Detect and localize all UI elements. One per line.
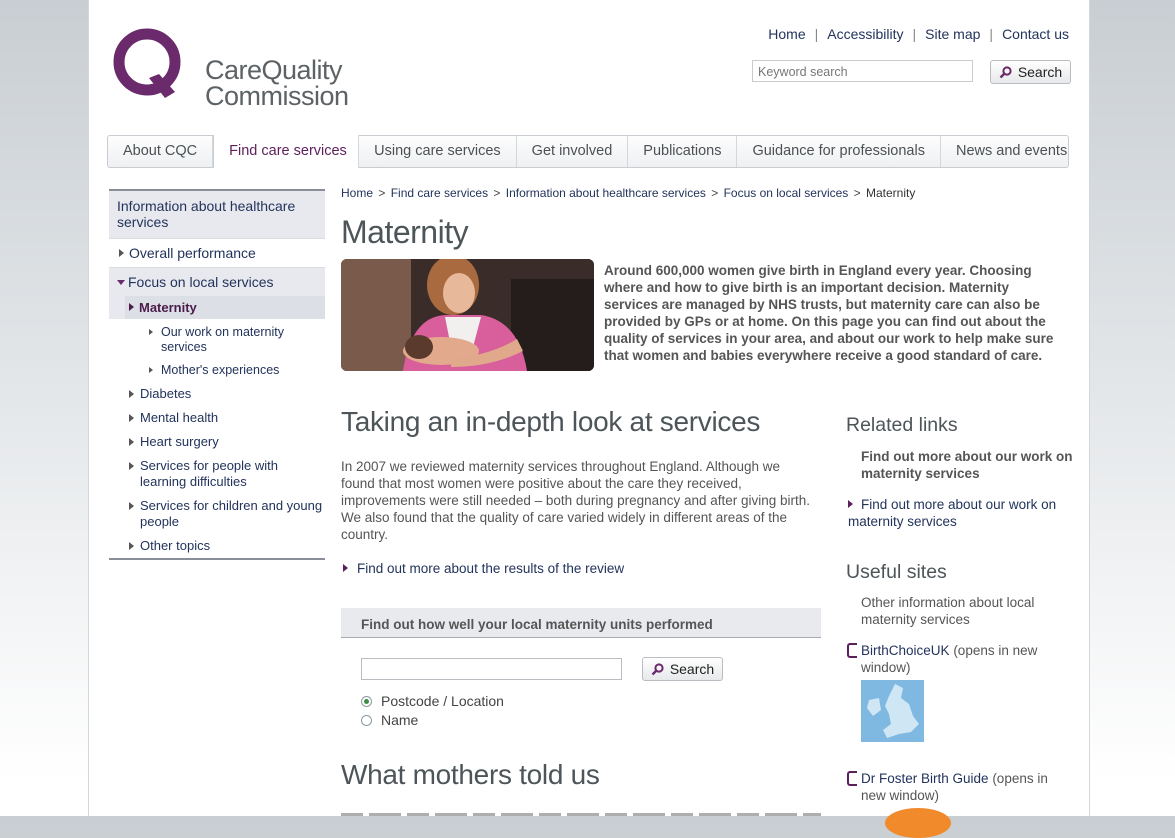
arrow-right-icon <box>129 438 134 446</box>
finder-title: Find out how well your local maternity units performed <box>361 617 713 632</box>
sidebar-item-label: Overall performance <box>129 245 256 261</box>
arrow-right-icon <box>848 500 853 508</box>
sidebar-subitem-label: Mother's experiences <box>161 363 280 377</box>
finder-search-input[interactable] <box>361 658 622 680</box>
sidebar-item-label: Focus on local services <box>128 274 274 290</box>
header-search-button[interactable] <box>990 60 1071 84</box>
arrow-right-icon <box>149 329 153 335</box>
nav-guidance-professionals[interactable]: Guidance for professionals <box>737 136 941 167</box>
sidebar-heading[interactable]: Information about healthcare services <box>109 189 325 238</box>
sidebar-item-other-topics[interactable] <box>129 538 325 554</box>
radio-postcode-location[interactable] <box>361 693 504 709</box>
cqc-logo[interactable] <box>113 26 349 111</box>
radio-label: Postcode / Location <box>381 693 504 709</box>
useful-sites-title: Useful sites <box>846 561 947 583</box>
nav-news-events[interactable]: News and events <box>955 143 1068 159</box>
sidebar-item-learning-difficulties[interactable] <box>129 458 325 490</box>
related-links-title: Related links <box>846 414 958 436</box>
sidebar-item-maternity[interactable] <box>125 296 325 319</box>
arrow-right-icon <box>129 303 134 311</box>
radio-selected-icon <box>361 696 372 707</box>
useful-sites-intro: Other information about local maternity services <box>861 595 1035 627</box>
sidebar-subitem-mothers-experiences[interactable] <box>149 363 325 378</box>
related-maternity-work-link[interactable] <box>848 496 1076 530</box>
arrow-down-icon <box>117 280 125 285</box>
finder-search-button[interactable] <box>642 657 723 681</box>
sidebar-item-label: Heart surgery <box>140 434 219 449</box>
search-icon <box>999 66 1012 79</box>
sidebar-subitem-label: Our work on maternity services <box>161 325 284 354</box>
external-link-icon <box>847 643 857 658</box>
sidebar-bottom-rule <box>109 558 325 560</box>
arrow-right-icon <box>343 564 348 572</box>
breadcrumb-find-care[interactable]: Find care services <box>390 186 489 200</box>
section-body-mothers-cut <box>341 808 821 816</box>
drfoster-birth-guide-link[interactable]: Dr Foster Birth Guide <box>861 771 989 786</box>
radio-name[interactable] <box>361 712 418 728</box>
page-container <box>88 0 1090 816</box>
arrow-right-icon <box>129 414 134 422</box>
header-search-label: Search <box>1017 64 1063 80</box>
logo-line2: Commission <box>205 81 349 111</box>
section-body-indepth: In 2007 we reviewed maternity services throughout England. Although we found that most women were positive about the care they received, improvements were still needed – both during pregnancy and after giving birth. We also found that the quality of care varied widely in different areas of the country. <box>341 459 811 542</box>
nav-find-care-services[interactable]: Find care services <box>213 135 359 168</box>
drfoster-entry <box>861 770 1071 804</box>
section-title-mothers: What mothers told us <box>341 759 600 790</box>
drfoster-logo-image[interactable] <box>885 808 951 838</box>
arrow-right-icon <box>129 462 134 470</box>
keyword-search-input[interactable]: Keyword search <box>752 60 973 82</box>
related-links-bold-text: Find out more about our work on maternity services <box>861 449 1073 481</box>
sidebar-item-focus-local[interactable] <box>109 268 325 296</box>
review-results-link-label: Find out more about the results of the review <box>357 561 625 576</box>
sidebar-subitem-our-work[interactable] <box>149 325 325 355</box>
logo-wordmark <box>205 57 349 109</box>
sidebar-item-label: Maternity <box>139 300 197 315</box>
search-icon <box>651 663 664 676</box>
utility-accessibility-link[interactable]: Accessibility <box>827 26 904 42</box>
sidebar-item-diabetes[interactable] <box>129 386 325 402</box>
sidebar-focus-group <box>109 268 325 319</box>
arrow-right-icon <box>129 390 134 398</box>
birthchoiceuk-map-image[interactable] <box>861 680 924 742</box>
nav-get-involved[interactable]: Get involved <box>517 136 629 167</box>
arrow-right-icon <box>129 502 134 510</box>
nav-publications[interactable]: Publications <box>628 136 737 167</box>
uk-map-icon <box>861 680 924 742</box>
radio-label: Name <box>381 712 419 728</box>
sidebar-item-label: Services for people with learning difficulties <box>140 458 279 489</box>
sidebar-item-label: Other topics <box>140 538 211 553</box>
cqc-q-icon <box>113 26 185 102</box>
sidebar-item-overall-performance[interactable] <box>109 238 325 268</box>
photo-illustration <box>341 259 594 371</box>
breadcrumb: Home > Find care services > Information about healthcare services > Focus on local services > Maternity <box>341 186 916 200</box>
mother-baby-photo <box>341 259 594 371</box>
sidebar-item-label: Services for children and young people <box>140 498 323 529</box>
intro-paragraph: Around 600,000 women give birth in England every year. Choosing where and how to give birth is an important decision. Maternity services are managed by NHS trusts, but maternity care can also be provided by GPs or at home. On this page you can find out about the quality of services in your area, and about our work to help make sure that women and babies everywhere receive a good standard of care. <box>604 263 1054 363</box>
maternity-sublist <box>109 319 325 378</box>
birthchoiceuk-link[interactable]: BirthChoiceUK <box>861 643 950 658</box>
related-link-label: Find out more about our work on maternity services <box>848 497 1057 529</box>
utility-sitemap-link[interactable]: Site map <box>925 26 981 42</box>
sidebar-item-mental-health[interactable] <box>129 410 325 426</box>
maternity-finder-header <box>341 608 821 638</box>
section-title-indepth: Taking an in-depth look at services <box>341 406 761 437</box>
sidebar-item-children-young-people[interactable] <box>129 498 325 530</box>
utility-contact-link[interactable]: Contact us <box>1002 26 1069 42</box>
sidebar <box>109 189 325 560</box>
review-results-link[interactable] <box>343 561 624 576</box>
logo-line1: CareQuality <box>205 55 343 85</box>
finder-search-label: Search <box>669 661 715 677</box>
sidebar-topics <box>109 378 325 554</box>
sidebar-item-label: Diabetes <box>140 386 192 401</box>
arrow-right-icon <box>129 542 134 550</box>
nav-about-cqc[interactable]: About CQC <box>108 136 213 167</box>
arrow-right-icon <box>119 249 124 257</box>
main-nav <box>107 135 1069 168</box>
opens-new-window-note: (opens in new window) <box>861 643 1038 675</box>
page-title: Maternity <box>341 214 469 250</box>
opens-new-window-note: (opens in new window) <box>861 771 1048 803</box>
arrow-right-icon <box>149 367 153 373</box>
birthchoiceuk-entry <box>861 642 1071 676</box>
sidebar-item-label: Mental health <box>140 410 219 425</box>
breadcrumb-healthcare-info[interactable]: Information about healthcare services <box>505 186 706 200</box>
breadcrumb-focus-local[interactable]: Focus on local services <box>723 186 849 200</box>
utility-links: Home | Accessibility | Site map | Contact us <box>768 26 1069 42</box>
sidebar-item-heart-surgery[interactable] <box>129 434 325 450</box>
breadcrumb-current: Maternity <box>865 186 916 200</box>
nav-using-care-services[interactable]: Using care services <box>359 136 517 167</box>
breadcrumb-home[interactable]: Home <box>341 186 374 200</box>
radio-unselected-icon <box>361 715 372 726</box>
utility-home-link[interactable]: Home <box>768 26 806 42</box>
external-link-icon <box>847 771 857 786</box>
